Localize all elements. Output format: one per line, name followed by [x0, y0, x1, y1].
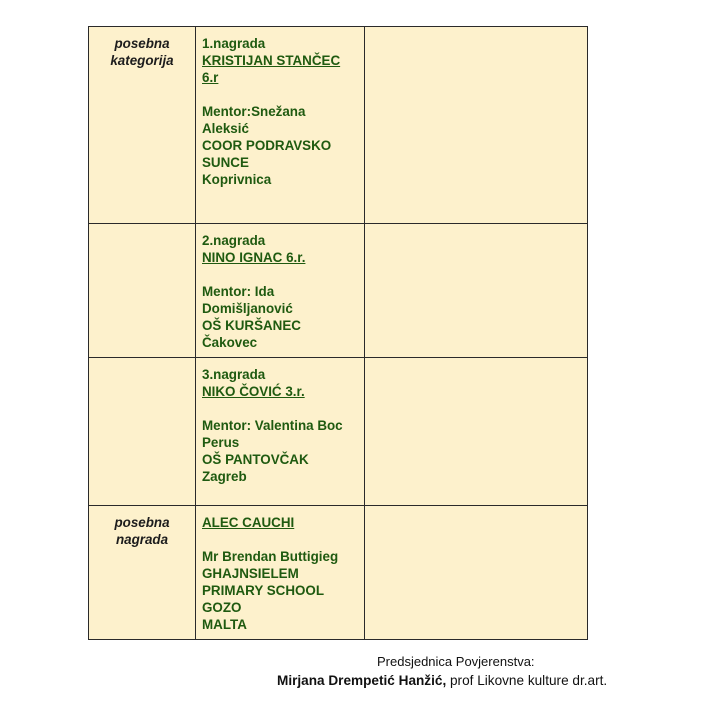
table-row: [89, 506, 588, 640]
category-cell: [89, 27, 196, 224]
empty-cell: [365, 506, 588, 640]
table-row: [89, 224, 588, 358]
chair-credentials: prof Likovne kulture dr.art.: [446, 673, 608, 688]
winner-name: NIKO ČOVIĆ 3.r.: [202, 384, 305, 399]
awards-table: [88, 26, 588, 640]
detail-line: Čakovec: [202, 335, 258, 350]
detail-line: Perus: [202, 435, 240, 450]
detail-line: Mentor: Ida: [202, 284, 275, 299]
detail-line: Aleksić: [202, 121, 249, 136]
detail-line: Mentor: Valentina Boc: [202, 418, 343, 433]
detail-line: COOR PODRAVSKO: [202, 138, 332, 153]
empty-cell: [365, 224, 588, 358]
chair-name: Mirjana Drempetić Hanžić,: [277, 673, 447, 688]
detail-line: GOZO: [202, 600, 242, 615]
detail-line: Mr Brendan Buttigieg: [202, 549, 339, 564]
detail-line: PRIMARY SCHOOL: [202, 583, 325, 598]
winner-name: ALEC CAUCHI: [202, 515, 295, 530]
detail-line: OŠ KURŠANEC: [202, 318, 301, 333]
category-line: posebna: [114, 36, 170, 51]
winner-name: NINO IGNAC 6.r.: [202, 250, 306, 265]
award-title: 3.nagrada: [202, 367, 266, 382]
signature-line: [277, 673, 607, 688]
category-cell: [89, 506, 196, 640]
detail-line: SUNCE: [202, 155, 249, 170]
detail-line: Domišljanović: [202, 301, 293, 316]
empty-cell: [365, 27, 588, 224]
detail-line: OŠ PANTOVČAK: [202, 452, 309, 467]
category-cell: [89, 224, 196, 358]
category-cell: [89, 358, 196, 506]
category-line: posebna: [114, 515, 170, 530]
table-row: [89, 27, 588, 224]
table-row: [89, 358, 588, 506]
award-title: 1.nagrada: [202, 36, 266, 51]
award-cell: [196, 224, 365, 358]
award-cell: [196, 506, 365, 640]
winner-name: KRISTIJAN STANČEC: [202, 53, 341, 68]
committee-chair-title: Predsjednica Povjerenstva:: [377, 654, 535, 669]
award-cell: [196, 358, 365, 506]
award-title: 2.nagrada: [202, 233, 266, 248]
detail-line: MALTA: [202, 617, 247, 632]
detail-line: Mentor:Snežana: [202, 104, 306, 119]
empty-cell: [365, 358, 588, 506]
winner-name: 6.r: [202, 70, 219, 85]
award-cell: [196, 27, 365, 224]
detail-line: Koprivnica: [202, 172, 272, 187]
detail-line: Zagreb: [202, 469, 247, 484]
category-line: kategorija: [110, 53, 174, 68]
detail-line: GHAJNSIELEM: [202, 566, 299, 581]
category-line: nagrada: [115, 532, 169, 547]
